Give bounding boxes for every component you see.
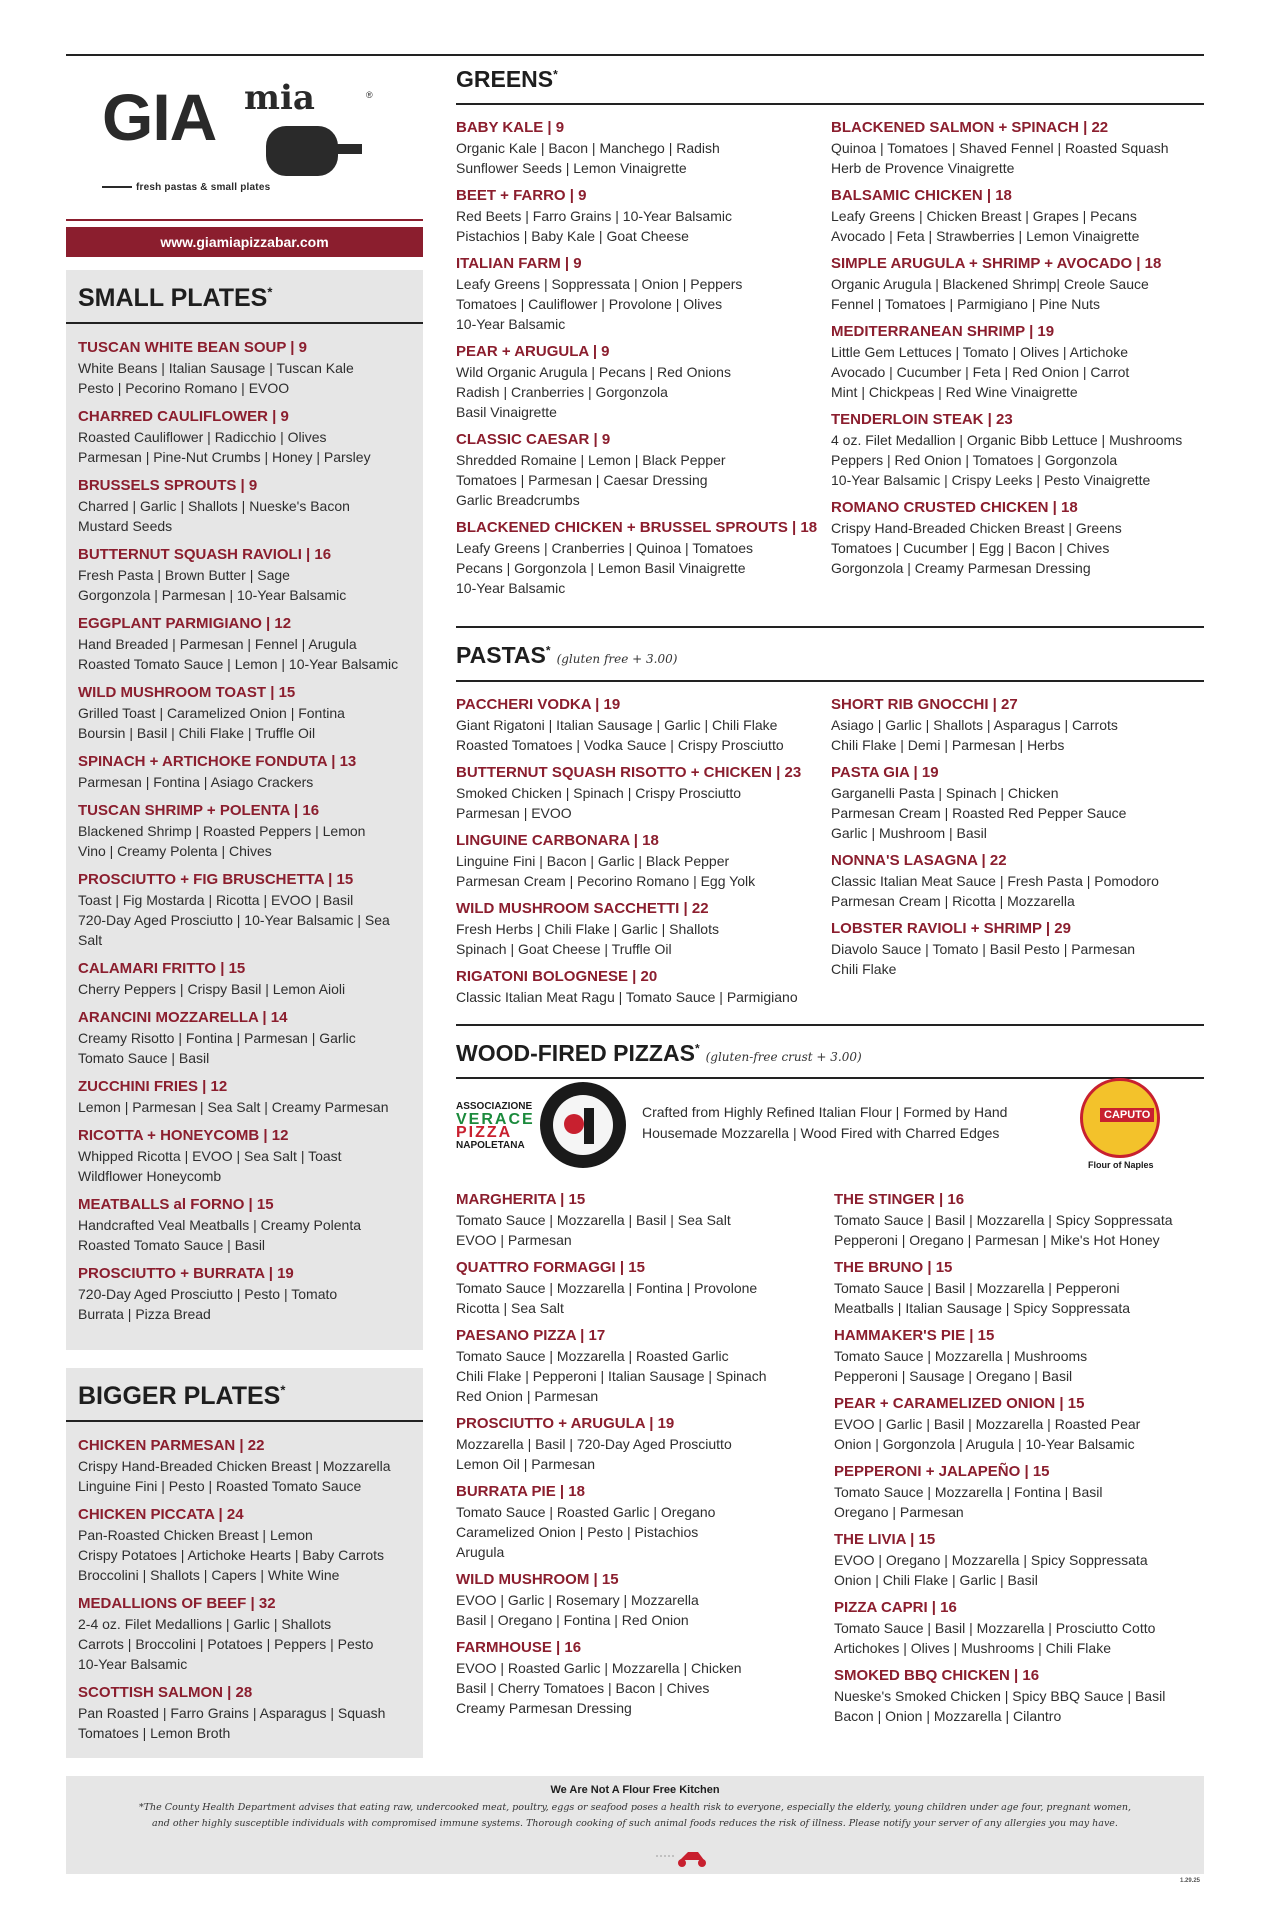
menu-item bbox=[456, 899, 826, 959]
menu-item-description: Blackened Shrimp | Roasted Peppers | Lemon bbox=[78, 823, 366, 839]
menu-item-description: Tomato Sauce | Mozzarella | Mushrooms bbox=[834, 1348, 1088, 1364]
menu-item bbox=[66, 683, 423, 743]
menu-item-description: Parmesan | EVOO bbox=[456, 805, 572, 821]
menu-item-description: Artichokes | Olives | Mushrooms | Chili Flake bbox=[834, 1640, 1111, 1656]
menu-item-description: Bacon | Onion | Mozzarella | Cilantro bbox=[834, 1708, 1062, 1724]
menu-item bbox=[456, 1190, 826, 1250]
menu-item-title: WILD MUSHROOM TOAST | 15 bbox=[78, 684, 296, 701]
menu-item-description: Tomato Sauce | Basil bbox=[78, 1050, 210, 1066]
menu-item bbox=[831, 763, 1201, 843]
menu-item-title: MARGHERITA | 15 bbox=[456, 1191, 586, 1208]
menu-item-description: Garganelli Pasta | Spinach | Chicken bbox=[831, 785, 1059, 801]
menu-item bbox=[456, 1482, 826, 1562]
menu-item-description: Garlic | Mushroom | Basil bbox=[831, 825, 987, 841]
menu-item-description: Parmesan Cream | Pecorino Romano | Egg Yolk bbox=[456, 873, 756, 889]
menu-item-title: PASTA GIA | 19 bbox=[831, 764, 939, 781]
menu-item-description: 720-Day Aged Prosciutto | Pesto | Tomato bbox=[78, 1286, 338, 1302]
menu-item-description: Mozzarella | Basil | 720-Day Aged Prosciutto bbox=[456, 1436, 732, 1452]
bigger-plates-heading: BIGGER PLATES* bbox=[78, 1382, 286, 1410]
menu-item bbox=[456, 342, 826, 422]
menu-item bbox=[66, 1683, 423, 1743]
menu-item bbox=[831, 118, 1201, 178]
small-plates-list bbox=[66, 338, 423, 1324]
menu-item-description: Tomato Sauce | Mozzarella | Basil | Sea Salt bbox=[456, 1212, 731, 1228]
menu-item-title: PROSCIUTTO + FIG BRUSCHETTA | 15 bbox=[78, 871, 354, 888]
menu-item bbox=[834, 1394, 1204, 1454]
menu-item bbox=[831, 186, 1201, 246]
menu-item bbox=[456, 1258, 826, 1318]
menu-item-description: Onion | Chili Flake | Garlic | Basil bbox=[834, 1572, 1038, 1588]
menu-item-description: Quinoa | Tomatoes | Shaved Fennel | Roasted Squash bbox=[831, 140, 1169, 156]
menu-item-description: Hand Breaded | Parmesan | Fennel | Arugula bbox=[78, 636, 357, 652]
menu-item-title: PROSCIUTTO + ARUGULA | 19 bbox=[456, 1415, 675, 1432]
menu-item bbox=[456, 967, 826, 1007]
menu-item-title: ROMANO CRUSTED CHICKEN | 18 bbox=[831, 499, 1078, 516]
menu-item-description: Mint | Chickpeas | Red Wine Vinaigrette bbox=[831, 384, 1078, 400]
menu-item-description: Tomatoes | Parmesan | Caesar Dressing bbox=[456, 472, 708, 488]
scooter-icon bbox=[654, 1844, 714, 1868]
menu-item-description: Pecans | Gorgonzola | Lemon Basil Vinaigrette bbox=[456, 560, 746, 576]
menu-item-title: CHARRED CAULIFLOWER | 9 bbox=[78, 408, 289, 425]
footer-heading: We Are Not A Flour Free Kitchen bbox=[550, 1784, 720, 1796]
menu-item-title: BURRATA PIE | 18 bbox=[456, 1483, 585, 1500]
caputo-label: CAPUTO bbox=[1100, 1108, 1154, 1122]
menu-item-description: Tomato Sauce | Roasted Garlic | Oregano bbox=[456, 1504, 716, 1520]
menu-item-description: Vino | Creamy Polenta | Chives bbox=[78, 843, 272, 859]
avpn-logo bbox=[456, 1082, 636, 1166]
menu-item-title: CHICKEN PICCATA | 24 bbox=[78, 1506, 244, 1523]
menu-item-description: Pesto | Pecorino Romano | EVOO bbox=[78, 380, 290, 396]
menu-item bbox=[66, 1077, 423, 1117]
menu-item bbox=[456, 118, 826, 178]
menu-item-description: Charred | Garlic | Shallots | Nueske's Bacon bbox=[78, 498, 350, 514]
menu-item-description: Oregano | Parmesan bbox=[834, 1504, 964, 1520]
menu-item bbox=[456, 186, 826, 246]
menu-item-title: TUSCAN SHRIMP + POLENTA | 16 bbox=[78, 802, 320, 819]
menu-item-description: 10-Year Balsamic | Crispy Leeks | Pesto Vinaigrette bbox=[831, 472, 1151, 488]
menu-item-description: Tomatoes | Cucumber | Egg | Bacon | Chives bbox=[831, 540, 1110, 556]
menu-item-description: Crispy Potatoes | Artichoke Hearts | Baby Carrots bbox=[78, 1547, 385, 1563]
menu-item-description: EVOO | Oregano | Mozzarella | Spicy Soppressata bbox=[834, 1552, 1148, 1568]
menu-item-title: CLASSIC CAESAR | 9 bbox=[456, 431, 611, 448]
menu-item-description: Peppers | Red Onion | Tomatoes | Gorgonzola bbox=[831, 452, 1118, 468]
menu-item-description: Creamy Parmesan Dressing bbox=[456, 1700, 632, 1716]
menu-item-title: RIGATONI BOLOGNESE | 20 bbox=[456, 968, 658, 985]
menu-item-description: Lemon Oil | Parmesan bbox=[456, 1456, 596, 1472]
menu-item-description: Diavolo Sauce | Tomato | Basil Pesto | Parmesan bbox=[831, 941, 1136, 957]
menu-item bbox=[456, 518, 826, 598]
menu-item-title: ARANCINI MOZZARELLA | 14 bbox=[78, 1009, 288, 1026]
menu-item bbox=[66, 801, 423, 861]
logo-registered: ® bbox=[366, 90, 373, 100]
menu-item-description: Pepperoni | Oregano | Parmesan | Mike's Hot Honey bbox=[834, 1232, 1160, 1248]
menu-item-description: Avocado | Cucumber | Feta | Red Onion | Carrot bbox=[831, 364, 1130, 380]
menu-item-title: RICOTTA + HONEYCOMB | 12 bbox=[78, 1127, 289, 1144]
menu-item-title: PIZZA CAPRI | 16 bbox=[834, 1599, 957, 1616]
pastas-heading: PASTAS*(gluten free + 3.00) bbox=[456, 642, 678, 668]
menu-item-description: Red Beets | Farro Grains | 10-Year Balsamic bbox=[456, 208, 732, 224]
menu-item bbox=[66, 545, 423, 605]
menu-item-description: Tomatoes | Lemon Broth bbox=[78, 1725, 231, 1741]
menu-item-title: FARMHOUSE | 16 bbox=[456, 1639, 582, 1656]
pizzas-heading: WOOD-FIRED PIZZAS*(gluten-free crust + 3.00) bbox=[456, 1040, 862, 1066]
greens-left-list bbox=[456, 118, 826, 606]
pizza-peel-icon bbox=[266, 126, 362, 188]
menu-item-description: Crispy Hand-Breaded Chicken Breast | Greens bbox=[831, 520, 1122, 536]
menu-item bbox=[66, 1008, 423, 1068]
menu-item-description: Tomato Sauce | Mozzarella | Fontina | Basil bbox=[834, 1484, 1103, 1500]
menu-item-description: Basil Vinaigrette bbox=[456, 404, 557, 420]
brand-block bbox=[66, 56, 423, 250]
menu-item bbox=[66, 1436, 423, 1496]
menu-item-description: Grilled Toast | Caramelized Onion | Fontina bbox=[78, 705, 345, 721]
menu-item-description: Little Gem Lettuces | Tomato | Olives | Artichoke bbox=[831, 344, 1129, 360]
menu-item-title: MEATBALLS al FORNO | 15 bbox=[78, 1196, 274, 1213]
menu-item bbox=[456, 1570, 826, 1630]
menu-item-description: Shredded Romaine | Lemon | Black Pepper bbox=[456, 452, 726, 468]
pizza-intro-text: Crafted from Highly Refined Italian Flour | Formed by Hand Housemade Mozzarella | Wood Fired with Charred Edges bbox=[642, 1104, 1008, 1141]
menu-item-description: EVOO | Garlic | Rosemary | Mozzarella bbox=[456, 1592, 699, 1608]
menu-item-description: Fresh Pasta | Brown Butter | Sage bbox=[78, 567, 290, 583]
menu-item bbox=[834, 1258, 1204, 1318]
caputo-sub: Flour of Naples bbox=[1088, 1160, 1154, 1170]
menu-item-description: Organic Arugula | Blackened Shrimp| Creole Sauce bbox=[831, 276, 1149, 292]
menu-item-title: BUTTERNUT SQUASH RAVIOLI | 16 bbox=[78, 546, 332, 563]
menu-item-description: Avocado | Feta | Strawberries | Lemon Vinaigrette bbox=[831, 228, 1140, 244]
divider bbox=[456, 103, 1204, 105]
menu-item-title: CALAMARI FRITTO | 15 bbox=[78, 960, 246, 977]
menu-item-description: Gorgonzola | Creamy Parmesan Dressing bbox=[831, 560, 1091, 576]
menu-item-title: PEAR + ARUGULA | 9 bbox=[456, 343, 610, 360]
menu-item bbox=[834, 1530, 1204, 1590]
menu-item-description: Mustard Seeds bbox=[78, 518, 173, 534]
tagline: fresh pastas & small plates bbox=[102, 182, 270, 193]
menu-item-title: CHICKEN PARMESAN | 22 bbox=[78, 1437, 265, 1454]
menu-item-description: Garlic Breadcrumbs bbox=[456, 492, 580, 508]
pizza-intro bbox=[456, 1078, 1204, 1172]
menu-item-title: WILD MUSHROOM SACCHETTI | 22 bbox=[456, 900, 709, 917]
menu-item-description: Roasted Tomato Sauce | Lemon | 10-Year Balsamic bbox=[78, 656, 399, 672]
pastas-left-list bbox=[456, 695, 826, 1015]
menu-item-description: Sunflower Seeds | Lemon Vinaigrette bbox=[456, 160, 687, 176]
menu-item-description: Toast | Fig Mostarda | Ricotta | EVOO | Basil bbox=[78, 892, 354, 908]
date-code: 1.29.25 bbox=[1180, 1878, 1201, 1884]
menu-item-title: SIMPLE ARUGULA + SHRIMP + AVOCADO | 18 bbox=[831, 255, 1162, 272]
logo-gia: GIA bbox=[102, 80, 217, 154]
menu-item-description: Ricotta | Sea Salt bbox=[456, 1300, 564, 1316]
menu-item bbox=[831, 851, 1201, 911]
menu-item-description: Boursin | Basil | Chili Flake | Truffle Oil bbox=[78, 725, 316, 741]
menu-item-description: Organic Kale | Bacon | Manchego | Radish bbox=[456, 140, 720, 156]
menu-item bbox=[456, 430, 826, 510]
menu-item-description: Tomato Sauce | Basil | Mozzarella | Spicy Soppressata bbox=[834, 1212, 1173, 1228]
menu-item bbox=[456, 763, 826, 823]
menu-item-description: Wildflower Honeycomb bbox=[78, 1168, 222, 1184]
menu-item bbox=[831, 254, 1201, 314]
greens-heading: GREENS* bbox=[456, 66, 558, 92]
divider bbox=[66, 219, 423, 221]
menu-item-description: 10-Year Balsamic bbox=[78, 1656, 188, 1672]
menu-item-title: THE BRUNO | 15 bbox=[834, 1259, 953, 1276]
menu-item-description: Chili Flake | Demi | Parmesan | Herbs bbox=[831, 737, 1065, 753]
divider bbox=[456, 1024, 1204, 1026]
menu-item-title: MEDALLIONS OF BEEF | 32 bbox=[78, 1595, 276, 1612]
menu-item-title: BLACKENED SALMON + SPINACH | 22 bbox=[831, 119, 1109, 136]
menu-item-title: ZUCCHINI FRIES | 12 bbox=[78, 1078, 228, 1095]
menu-item bbox=[831, 695, 1201, 755]
menu-item-title: QUATTRO FORMAGGI | 15 bbox=[456, 1259, 645, 1276]
menu-item-description: 2-4 oz. Filet Medallions | Garlic | Shallots bbox=[78, 1616, 332, 1632]
menu-item bbox=[834, 1666, 1204, 1726]
menu-item-description: Tomato Sauce | Basil | Mozzarella | Pepperoni bbox=[834, 1280, 1120, 1296]
menu-item-title: THE STINGER | 16 bbox=[834, 1191, 965, 1208]
small-plates-panel bbox=[66, 270, 423, 1350]
menu-item-description: Cherry Peppers | Crispy Basil | Lemon Aioli bbox=[78, 981, 346, 997]
pizzas-right-list bbox=[834, 1190, 1204, 1734]
menu-item-description: Parmesan Cream | Roasted Red Pepper Sauce bbox=[831, 805, 1127, 821]
menu-item-title: THE LIVIA | 15 bbox=[834, 1531, 936, 1548]
menu-item-description: Linguine Fini | Pesto | Roasted Tomato Sauce bbox=[78, 1478, 362, 1494]
footer-disclaimer: *The County Health Department advises that eating raw, undercooked meat, poultry, eggs or seafood poses a health risk to everyone, especially the elderly, young children under age four, pregnant women, and other highly susceptible individuals with compromised immune systems. Thorough cooking of such animal foods reduces the risk of illness. Please notify your server of any allergies you may have. bbox=[138, 1802, 1132, 1829]
menu-item-description: Parmesan Cream | Ricotta | Mozzarella bbox=[831, 893, 1075, 909]
menu-item-description: Red Onion | Parmesan bbox=[456, 1388, 599, 1404]
menu-item-title: SHORT RIB GNOCCHI | 27 bbox=[831, 696, 1018, 713]
menu-item bbox=[456, 1326, 826, 1406]
website-link[interactable]: www.giamiapizzabar.com bbox=[66, 227, 423, 257]
menu-item-title: SCOTTISH SALMON | 28 bbox=[78, 1684, 253, 1701]
divider bbox=[66, 322, 423, 324]
menu-item-title: BUTTERNUT SQUASH RISOTTO + CHICKEN | 23 bbox=[456, 764, 802, 781]
menu-item-description: Linguine Fini | Bacon | Garlic | Black Pepper bbox=[456, 853, 730, 869]
menu-item-description: Tomato Sauce | Mozzarella | Roasted Garlic bbox=[456, 1348, 729, 1364]
menu-item-description: Caramelized Onion | Pesto | Pistachios bbox=[456, 1524, 699, 1540]
menu-item-description: Parmesan | Fontina | Asiago Crackers bbox=[78, 774, 314, 790]
menu-item bbox=[834, 1462, 1204, 1522]
caputo-logo bbox=[1074, 1078, 1166, 1172]
menu-item-description: Spinach | Goat Cheese | Truffle Oil bbox=[456, 941, 672, 957]
avpn-seal-icon bbox=[540, 1082, 626, 1168]
menu-item-description: Handcrafted Veal Meatballs | Creamy Polenta bbox=[78, 1217, 362, 1233]
menu-item-description: Burrata | Pizza Bread bbox=[78, 1306, 211, 1322]
menu-item-title: TENDERLOIN STEAK | 23 bbox=[831, 411, 1013, 428]
menu-item-title: LINGUINE CARBONARA | 18 bbox=[456, 832, 659, 849]
menu-item-description: Parmesan | Pine-Nut Crumbs | Honey | Parsley bbox=[78, 449, 371, 465]
menu-item-description: 10-Year Balsamic bbox=[456, 580, 566, 596]
menu-item-title: BALSAMIC CHICKEN | 18 bbox=[831, 187, 1012, 204]
menu-item bbox=[66, 1195, 423, 1255]
menu-item-description: Classic Italian Meat Ragu | Tomato Sauce | Parmigiano bbox=[456, 989, 798, 1005]
menu-item bbox=[456, 254, 826, 334]
menu-item-description: Tomato Sauce | Mozzarella | Fontina | Provolone bbox=[456, 1280, 758, 1296]
menu-item-title: LOBSTER RAVIOLI + SHRIMP | 29 bbox=[831, 920, 1071, 937]
menu-item bbox=[456, 831, 826, 891]
menu-item-title: BEET + FARRO | 9 bbox=[456, 187, 587, 204]
menu-item-description: Wild Organic Arugula | Pecans | Red Onions bbox=[456, 364, 731, 380]
menu-item-description: Leafy Greens | Chicken Breast | Grapes | Pecans bbox=[831, 208, 1137, 224]
divider bbox=[456, 680, 1204, 682]
menu-item-description: 720-Day Aged Prosciutto | 10-Year Balsamic | Sea Salt bbox=[78, 912, 390, 948]
menu-item-title: PROSCIUTTO + BURRATA | 19 bbox=[78, 1265, 294, 1282]
menu-item bbox=[66, 1126, 423, 1186]
menu-item-title: HAMMAKER'S PIE | 15 bbox=[834, 1327, 995, 1344]
menu-item-title: WILD MUSHROOM | 15 bbox=[456, 1571, 619, 1588]
menu-item-description: Chili Flake | Pepperoni | Italian Sausage | Spinach bbox=[456, 1368, 767, 1384]
menu-item-description: Meatballs | Italian Sausage | Spicy Soppressata bbox=[834, 1300, 1130, 1316]
menu-item-description: Nueske's Smoked Chicken | Spicy BBQ Sauce | Basil bbox=[834, 1688, 1166, 1704]
menu-item-description: Gorgonzola | Parmesan | 10-Year Balsamic bbox=[78, 587, 347, 603]
menu-item-title: MEDITERRANEAN SHRIMP | 19 bbox=[831, 323, 1055, 340]
menu-item-description: Radish | Cranberries | Gorgonzola bbox=[456, 384, 668, 400]
menu-item-title: BLACKENED CHICKEN + BRUSSEL SPROUTS | 18 bbox=[456, 519, 818, 536]
menu-item bbox=[831, 498, 1201, 578]
menu-item-description: 4 oz. Filet Medallion | Organic Bibb Lettuce | Mushrooms bbox=[831, 432, 1183, 448]
menu-item-description: Crispy Hand-Breaded Chicken Breast | Mozzarella bbox=[78, 1458, 391, 1474]
menu-item-description: Creamy Risotto | Fontina | Parmesan | Garlic bbox=[78, 1030, 356, 1046]
greens-right-list bbox=[831, 118, 1201, 586]
menu-item bbox=[66, 1264, 423, 1324]
menu-item-title: PACCHERI VODKA | 19 bbox=[456, 696, 621, 713]
menu-item-title: SPINACH + ARTICHOKE FONDUTA | 13 bbox=[78, 753, 357, 770]
menu-item bbox=[66, 1505, 423, 1585]
menu-item bbox=[66, 1594, 423, 1674]
logo bbox=[66, 56, 423, 196]
menu-item-description: Basil | Cherry Tomatoes | Bacon | Chives bbox=[456, 1680, 710, 1696]
menu-item-title: EGGPLANT PARMIGIANO | 12 bbox=[78, 615, 292, 632]
menu-item bbox=[831, 919, 1201, 979]
menu-item-description: White Beans | Italian Sausage | Tuscan Kale bbox=[78, 360, 354, 376]
menu-item-description: Leafy Greens | Cranberries | Quinoa | Tomatoes bbox=[456, 540, 754, 556]
menu-item-title: PEAR + CARAMELIZED ONION | 15 bbox=[834, 1395, 1085, 1412]
small-plates-heading: SMALL PLATES* bbox=[78, 284, 273, 312]
menu-item bbox=[456, 695, 826, 755]
menu-item-title: PAESANO PIZZA | 17 bbox=[456, 1327, 606, 1344]
menu-item-description: Pistachios | Baby Kale | Goat Cheese bbox=[456, 228, 689, 244]
menu-item bbox=[456, 1638, 826, 1718]
menu-item-description: Asiago | Garlic | Shallots | Asparagus | Carrots bbox=[831, 717, 1118, 733]
menu-item-description: Tomato Sauce | Basil | Mozzarella | Prosciutto Cotto bbox=[834, 1620, 1156, 1636]
menu-item-description: Pepperoni | Sausage | Oregano | Basil bbox=[834, 1368, 1073, 1384]
menu-item-description: Tomatoes | Cauliflower | Provolone | Olives bbox=[456, 296, 723, 312]
menu-item-title: BRUSSELS SPROUTS | 9 bbox=[78, 477, 258, 494]
menu-item-title: TUSCAN WHITE BEAN SOUP | 9 bbox=[78, 339, 307, 356]
avpn-text: ASSOCIAZIONE VERACE PIZZA NAPOLETANA bbox=[456, 1101, 535, 1151]
menu-item-description: EVOO | Garlic | Basil | Mozzarella | Roasted Pear bbox=[834, 1416, 1141, 1432]
menu-item-description: Roasted Tomato Sauce | Basil bbox=[78, 1237, 266, 1253]
menu-item-description: Leafy Greens | Soppressata | Onion | Peppers bbox=[456, 276, 743, 292]
menu-item bbox=[834, 1326, 1204, 1386]
menu-item-description: Herb de Provence Vinaigrette bbox=[831, 160, 1015, 176]
logo-mia: mia bbox=[244, 78, 315, 118]
pizzas-left-list bbox=[456, 1190, 826, 1726]
menu-item-description: EVOO | Roasted Garlic | Mozzarella | Chicken bbox=[456, 1660, 742, 1676]
divider bbox=[456, 626, 1204, 628]
menu-item-description: Fresh Herbs | Chili Flake | Garlic | Shallots bbox=[456, 921, 719, 937]
menu-item-title: NONNA'S LASAGNA | 22 bbox=[831, 852, 1007, 869]
footer bbox=[66, 1776, 1204, 1874]
menu-item-description: Lemon | Parmesan | Sea Salt | Creamy Parmesan bbox=[78, 1099, 389, 1115]
menu-item bbox=[66, 614, 423, 674]
menu-item bbox=[831, 410, 1201, 490]
menu-item-description: Pan-Roasted Chicken Breast | Lemon bbox=[78, 1527, 313, 1543]
menu-item-description: Chili Flake bbox=[831, 961, 897, 977]
menu-item-description: Pan Roasted | Farro Grains | Asparagus | Squash bbox=[78, 1705, 386, 1721]
menu-item-description: Broccolini | Shallots | Capers | White Wine bbox=[78, 1567, 340, 1583]
pastas-right-list bbox=[831, 695, 1201, 987]
bigger-plates-panel bbox=[66, 1368, 423, 1758]
menu-item-description: Basil | Oregano | Fontina | Red Onion bbox=[456, 1612, 689, 1628]
menu-item-description: Classic Italian Meat Sauce | Fresh Pasta | Pomodoro bbox=[831, 873, 1159, 889]
menu-item bbox=[66, 870, 423, 950]
menu-item-title: BABY KALE | 9 bbox=[456, 119, 565, 136]
menu-item-description: Fennel | Tomatoes | Parmigiano | Pine Nuts bbox=[831, 296, 1101, 312]
menu-item-description: Onion | Gorgonzola | Arugula | 10-Year Balsamic bbox=[834, 1436, 1135, 1452]
menu-item-description: Roasted Tomatoes | Vodka Sauce | Crispy Prosciutto bbox=[456, 737, 784, 753]
menu-item-description: Smoked Chicken | Spinach | Crispy Prosciutto bbox=[456, 785, 742, 801]
menu-item-description: 10-Year Balsamic bbox=[456, 316, 566, 332]
menu-item-title: ITALIAN FARM | 9 bbox=[456, 255, 582, 272]
menu-item bbox=[834, 1598, 1204, 1658]
menu-item bbox=[831, 322, 1201, 402]
menu-item-description: Carrots | Broccolini | Potatoes | Peppers | Pesto bbox=[78, 1636, 374, 1652]
menu-item-description: Whipped Ricotta | EVOO | Sea Salt | Toast bbox=[78, 1148, 342, 1164]
menu-item bbox=[66, 338, 423, 398]
bigger-plates-list bbox=[66, 1436, 423, 1743]
menu-item-description: EVOO | Parmesan bbox=[456, 1232, 572, 1248]
menu-item bbox=[834, 1190, 1204, 1250]
menu-item bbox=[66, 476, 423, 536]
menu-item-description: Giant Rigatoni | Italian Sausage | Garlic | Chili Flake bbox=[456, 717, 778, 733]
menu-item bbox=[66, 407, 423, 467]
menu-item-description: Arugula bbox=[456, 1544, 505, 1560]
divider bbox=[66, 1420, 423, 1422]
menu-item bbox=[66, 752, 423, 792]
menu-item-title: SMOKED BBQ CHICKEN | 16 bbox=[834, 1667, 1040, 1684]
menu-item-description: Roasted Cauliflower | Radicchio | Olives bbox=[78, 429, 327, 445]
menu-item-title: PEPPERONI + JALAPEÑO | 15 bbox=[834, 1463, 1050, 1480]
menu-item bbox=[66, 959, 423, 999]
menu-item bbox=[456, 1414, 826, 1474]
